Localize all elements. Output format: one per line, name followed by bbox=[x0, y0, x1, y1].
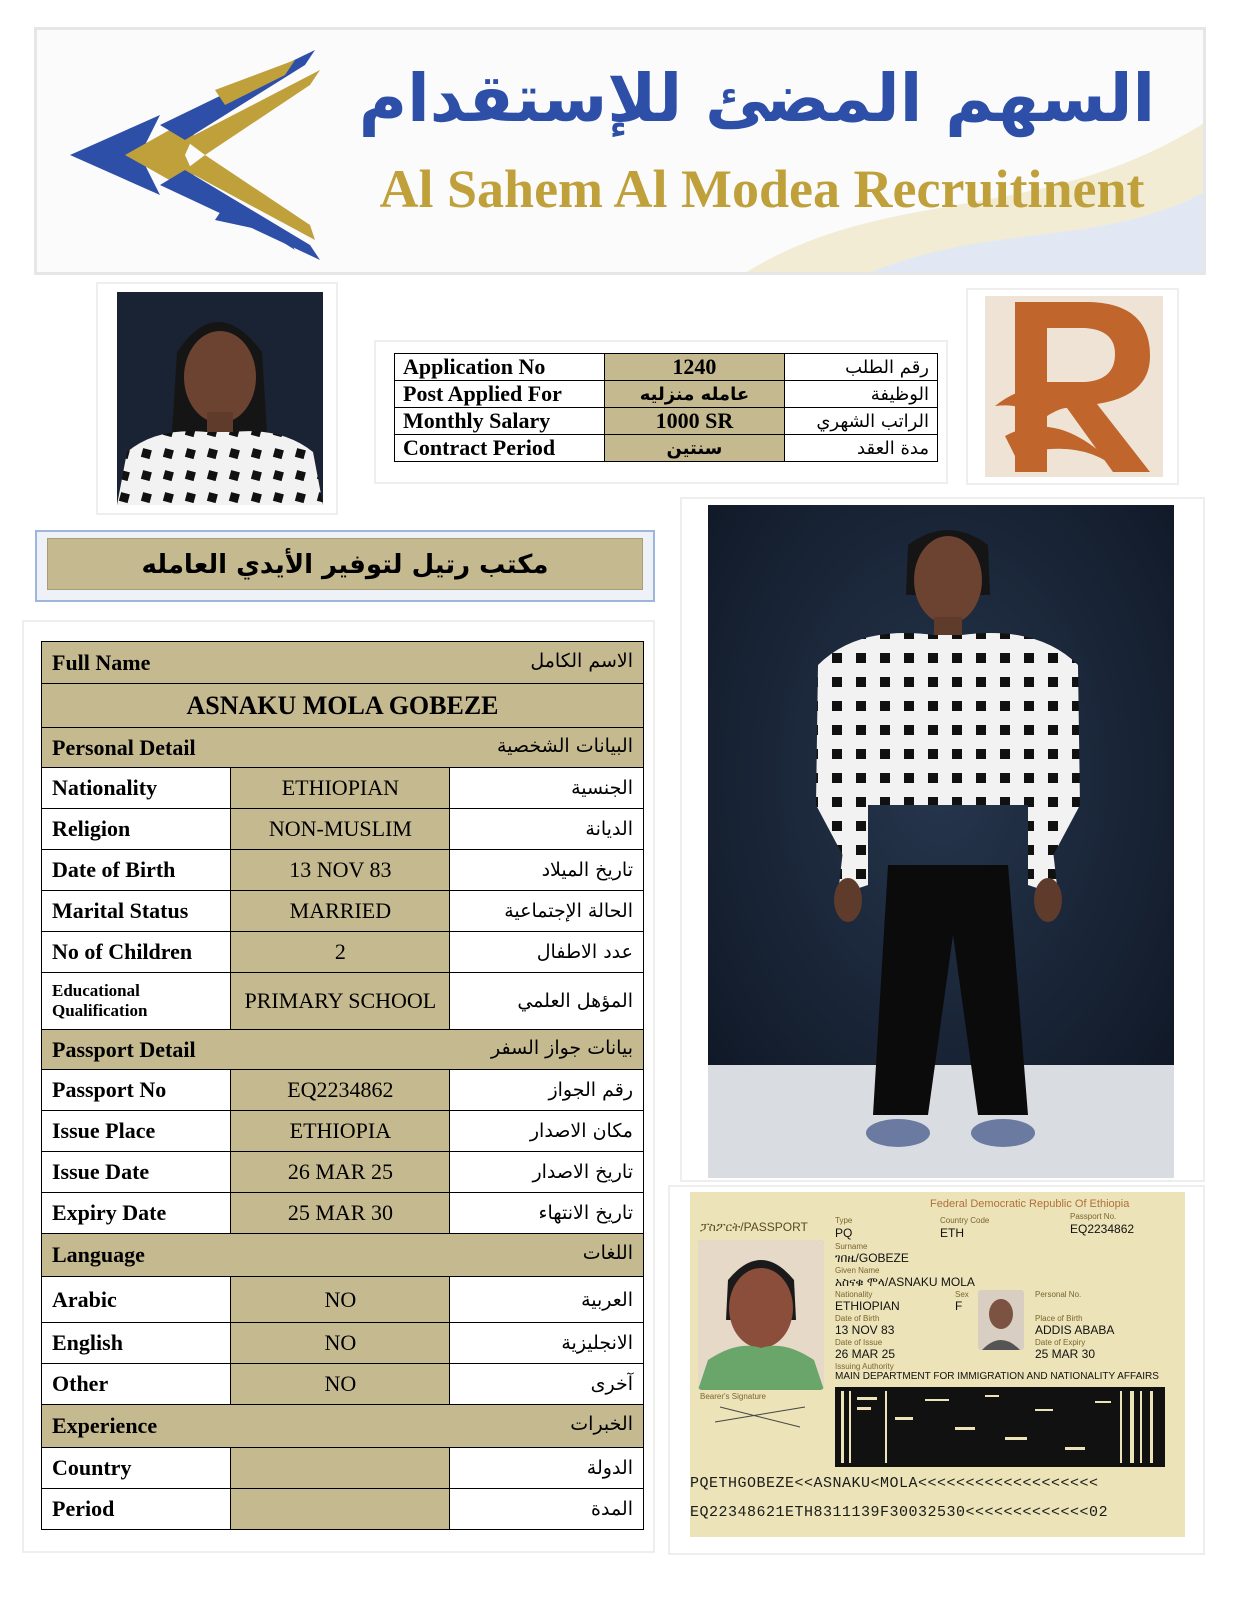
dob-label-ar: تاريخ الميلاد bbox=[450, 850, 644, 891]
passport-ghost-photo bbox=[978, 1290, 1024, 1350]
table-row bbox=[395, 381, 938, 408]
education-label: Educational Qualification bbox=[42, 973, 231, 1030]
passport-no-label: Passport No bbox=[42, 1070, 231, 1111]
passport-country-code-label: Country Code bbox=[940, 1216, 990, 1225]
worker-details-table bbox=[41, 641, 644, 1530]
table-row bbox=[42, 891, 644, 932]
table-row bbox=[42, 1364, 644, 1405]
passport-ghost-face bbox=[978, 1290, 1024, 1350]
experience-label-ar: الخبرات bbox=[570, 1413, 633, 1435]
education-label-ar: المؤهل العلمي bbox=[450, 973, 644, 1030]
table-row bbox=[42, 809, 644, 850]
table-row bbox=[42, 768, 644, 809]
post-applied-value: عامله منزليه bbox=[605, 381, 785, 408]
table-row bbox=[42, 1448, 644, 1489]
passport-personal-no-label: Personal No. bbox=[1035, 1290, 1082, 1299]
post-applied-label-ar: الوظيفة bbox=[784, 381, 937, 408]
contract-period-label-ar: مدة العقد bbox=[784, 435, 937, 462]
passport-sex-label: Sex bbox=[955, 1290, 969, 1299]
passport-dob-label: Date of Birth bbox=[835, 1314, 880, 1323]
office-logo bbox=[985, 296, 1163, 477]
monthly-salary-value: 1000 SR bbox=[605, 408, 785, 435]
issue-date-label: Issue Date bbox=[42, 1152, 231, 1193]
period-value bbox=[231, 1489, 450, 1530]
passport-no-value: EQ2234862 bbox=[231, 1070, 450, 1111]
full-name-row bbox=[42, 684, 644, 728]
passport-authority-label: Issuing Authority bbox=[835, 1362, 894, 1371]
company-name-english: Al Sahem Al Modea Recruitinent bbox=[379, 159, 1145, 219]
application-no-label-ar: رقم الطلب bbox=[784, 354, 937, 381]
table-row bbox=[395, 435, 938, 462]
arrow-logo-icon bbox=[65, 45, 325, 265]
religion-label: Religion bbox=[42, 809, 231, 850]
full-name-label: Full Name bbox=[52, 649, 151, 675]
contract-period-label: Contract Period bbox=[395, 435, 605, 462]
issue-date-label-ar: تاريخ الاصدار bbox=[450, 1152, 644, 1193]
children-label-ar: عدد الاطفال bbox=[450, 932, 644, 973]
marital-status-label: Marital Status bbox=[42, 891, 231, 932]
table-row bbox=[42, 1489, 644, 1530]
table-row bbox=[42, 932, 644, 973]
passport-pob-value: ADDIS ABABA bbox=[1035, 1323, 1115, 1337]
passport-photo bbox=[698, 1240, 824, 1390]
full-name-label-ar: الاسم الكامل bbox=[530, 649, 633, 672]
arabic-label: Arabic bbox=[42, 1277, 231, 1323]
contract-period-value: سنتين bbox=[605, 435, 785, 462]
passport-number-value: EQ2234862 bbox=[1070, 1222, 1135, 1236]
full-body-photo bbox=[708, 505, 1174, 1178]
passport-country-banner: Federal Democratic Republic Of Ethiopia bbox=[930, 1198, 1130, 1210]
language-label-ar: اللغات bbox=[582, 1242, 633, 1264]
religion-value: NON-MUSLIM bbox=[231, 809, 450, 850]
portrait-figure bbox=[117, 292, 323, 505]
passport-surname-value: ገበዜ/GOBEZE bbox=[835, 1251, 909, 1265]
application-no-label: Application No bbox=[395, 354, 605, 381]
table-row bbox=[395, 354, 938, 381]
table-row bbox=[395, 408, 938, 435]
issue-place-value: ETHIOPIA bbox=[231, 1111, 450, 1152]
issue-place-label: Issue Place bbox=[42, 1111, 231, 1152]
table-row bbox=[42, 973, 644, 1030]
experience-label: Experience bbox=[52, 1413, 158, 1438]
passport-pob-label: Place of Birth bbox=[1035, 1314, 1083, 1323]
company-name-arabic: السهم المضئ للإستقدام bbox=[358, 60, 1156, 137]
arabic-value: NO bbox=[231, 1277, 450, 1323]
passport-type-value: PQ bbox=[835, 1226, 853, 1240]
post-applied-label: Post Applied For bbox=[395, 381, 605, 408]
dob-value: 13 NOV 83 bbox=[231, 850, 450, 891]
passport-image bbox=[690, 1192, 1185, 1537]
full-body-figure bbox=[708, 505, 1174, 1178]
passport-barcode bbox=[835, 1387, 1165, 1467]
table-row bbox=[42, 1193, 644, 1234]
country-value bbox=[231, 1448, 450, 1489]
country-label: Country bbox=[42, 1448, 231, 1489]
nationality-label-ar: الجنسية bbox=[450, 768, 644, 809]
table-row bbox=[42, 1111, 644, 1152]
passport-sex-value: F bbox=[955, 1299, 963, 1313]
personal-detail-header bbox=[42, 728, 644, 768]
application-table bbox=[394, 353, 938, 462]
expiry-date-label-ar: تاريخ الانتهاء bbox=[450, 1193, 644, 1234]
table-row bbox=[42, 1277, 644, 1323]
english-value: NO bbox=[231, 1323, 450, 1364]
portrait-photo bbox=[117, 292, 323, 505]
period-label-ar: المدة bbox=[450, 1489, 644, 1530]
arabic-label-ar: العربية bbox=[450, 1277, 644, 1323]
table-row bbox=[42, 1152, 644, 1193]
passport-detail-label: Passport Detail bbox=[52, 1036, 196, 1062]
passport-signature-label: Bearer's Signature bbox=[700, 1392, 767, 1401]
english-label: English bbox=[42, 1323, 231, 1364]
religion-label-ar: الديانة bbox=[450, 809, 644, 850]
passport-face bbox=[698, 1240, 824, 1390]
expiry-date-value: 25 MAR 30 bbox=[231, 1193, 450, 1234]
full-name-header-row bbox=[42, 642, 644, 684]
passport-mrz-line-1: PQETHGOBEZE<<ASNAKU<MOLA<<<<<<<<<<<<<<<<<<< bbox=[690, 1475, 1099, 1492]
marital-status-value: MARRIED bbox=[231, 891, 450, 932]
passport-authority-value: MAIN DEPARTMENT FOR IMMIGRATION AND NATIONALITY AFFAIRS bbox=[835, 1371, 1159, 1382]
dob-label: Date of Birth bbox=[42, 850, 231, 891]
issue-place-label-ar: مكان الاصدار bbox=[450, 1111, 644, 1152]
passport-dob-value: 13 NOV 83 bbox=[835, 1323, 895, 1337]
passport-no-label-ar: رقم الجواز bbox=[450, 1070, 644, 1111]
passport-mrz-line-2: EQ22348621ETH8311139F30032530<<<<<<<<<<<<<02 bbox=[690, 1504, 1109, 1521]
education-value: PRIMARY SCHOOL bbox=[231, 973, 450, 1030]
children-value: 2 bbox=[231, 932, 450, 973]
passport-doi-label: Date of Issue bbox=[835, 1338, 883, 1347]
passport-given-name-label: Given Name bbox=[835, 1266, 880, 1275]
table-row bbox=[42, 1323, 644, 1364]
other-language-value: NO bbox=[231, 1364, 450, 1405]
language-header bbox=[42, 1234, 644, 1277]
company-header bbox=[34, 27, 1206, 275]
children-label: No of Children bbox=[42, 932, 231, 973]
passport-detail-header bbox=[42, 1030, 644, 1070]
monthly-salary-label: Monthly Salary bbox=[395, 408, 605, 435]
nationality-label: Nationality bbox=[42, 768, 231, 809]
passport-signature bbox=[710, 1402, 810, 1432]
personal-detail-label-ar: البيانات الشخصية bbox=[496, 734, 633, 757]
passport-given-name-value: አስናቁ ሞላ/ASNAKU MOLA bbox=[835, 1275, 975, 1289]
r-logo-icon bbox=[985, 296, 1163, 477]
passport-nationality-label: Nationality bbox=[835, 1290, 873, 1299]
passport-doi-value: 26 MAR 25 bbox=[835, 1347, 896, 1361]
experience-header bbox=[42, 1405, 644, 1448]
passport-surname-label: Surname bbox=[835, 1242, 868, 1251]
application-no-value: 1240 bbox=[605, 354, 785, 381]
passport-type-label: Type bbox=[835, 1216, 853, 1225]
passport-country-code-value: ETH bbox=[940, 1226, 964, 1240]
office-name-banner: مكتب رتيل لتوفير الأيدي العامله bbox=[47, 538, 643, 590]
marital-status-label-ar: الحالة الإجتماعية bbox=[450, 891, 644, 932]
monthly-salary-label-ar: الراتب الشهري bbox=[784, 408, 937, 435]
passport-doe-value: 25 MAR 30 bbox=[1035, 1347, 1096, 1361]
personal-detail-label: Personal Detail bbox=[52, 734, 196, 760]
full-name-value: ASNAKU MOLA GOBEZE bbox=[42, 684, 644, 728]
country-label-ar: الدولة bbox=[450, 1448, 644, 1489]
english-label-ar: الانجليزية bbox=[450, 1323, 644, 1364]
period-label: Period bbox=[42, 1489, 231, 1530]
table-row bbox=[42, 850, 644, 891]
table-row bbox=[42, 1070, 644, 1111]
issue-date-value: 26 MAR 25 bbox=[231, 1152, 450, 1193]
passport-detail-label-ar: بيانات جواز السفر bbox=[491, 1036, 633, 1059]
nationality-value: ETHIOPIAN bbox=[231, 768, 450, 809]
other-language-label-ar: آخرى bbox=[450, 1364, 644, 1405]
passport-doc-title: ፓስፖርት/PASSPORT bbox=[700, 1220, 808, 1234]
other-language-label: Other bbox=[42, 1364, 231, 1405]
expiry-date-label: Expiry Date bbox=[42, 1193, 231, 1234]
passport-number-label: Passport No. bbox=[1070, 1212, 1117, 1221]
passport-doe-label: Date of Expiry bbox=[1035, 1338, 1086, 1347]
language-label: Language bbox=[52, 1242, 145, 1267]
passport-nationality-value: ETHIOPIAN bbox=[835, 1299, 900, 1313]
